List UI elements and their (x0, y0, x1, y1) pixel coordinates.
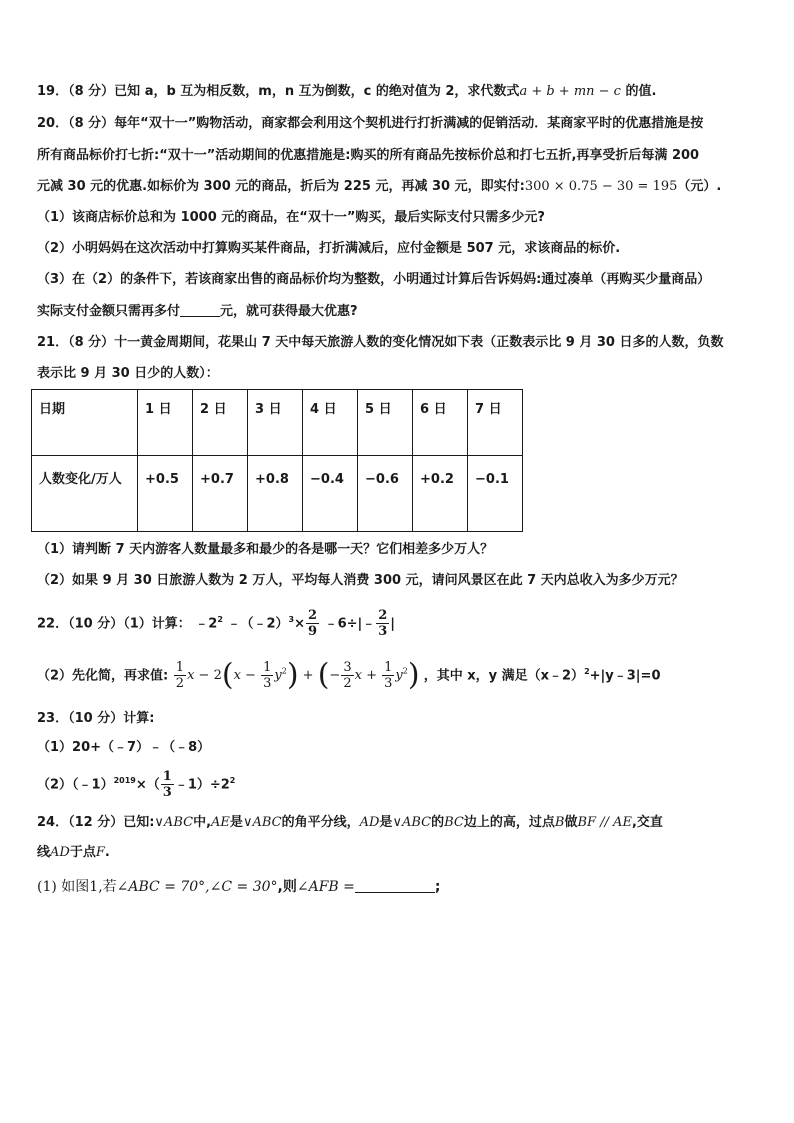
question-24-line2: 线AD于点F. (37, 845, 110, 860)
question-23-sub2: （2）（﹣1）$^{2019}$×（ $\frac{1}{3}$ $﹣1)\div 2^2$ (37, 769, 236, 801)
simplify-expression: $\frac{1}{2}$ x − 2(x − $\frac{1}{3}$ $y^2$) + (− $\frac{3}{2}$ x + $\frac{1}{3}$ $y^2$) (175, 657, 420, 693)
fraction: $\frac{1}{3}$ (162, 769, 172, 801)
table-cell-day: 2 日 (193, 390, 248, 456)
table-row (32, 390, 523, 456)
question-24-line1: 24．（12 分）已知:∨ABC中,AE是∨ABC的角平分线，AD是∨ABC的BC边上的高，过点B做BF // AE,交直 (37, 815, 663, 830)
table-cell-value: −0.4 (303, 456, 358, 532)
question-23-title: 23．（10 分）计算: (37, 711, 155, 726)
table-row-label: 人数变化/万人 (32, 456, 138, 532)
question-20-sub3-line1: （3）在（2）的条件下，若该商家出售的商品标价均为整数，小明通过计算后告诉妈妈:通过凑单（再购买少量商品） (37, 272, 711, 287)
question-20-line2: 所有商品标价打七折:“双十一”活动期间的优惠措施是:购买的所有商品先按标价总和打七五折,再享受折后每满 200 (37, 148, 700, 163)
fraction: $\frac{1}{3}$ (263, 660, 272, 692)
fraction: $\frac{2}{9}$ (307, 608, 318, 640)
table-cell-day: 1 日 (138, 390, 193, 456)
question-20-sub2: （2）小明妈妈在这次活动中打算购买某件商品，打折满减后，应付金额是 507 元，求该商品的标价. (37, 241, 621, 256)
table-cell-value: +0.7 (193, 456, 248, 532)
question-22-sub2: （2）先化简，再求值: $\frac{1}{2}$ x − 2(x − $\frac{1}{3}$ $y^2$) + (− $\frac{3}{2}$ x + $\frac{1}{3}$ $y^2$) ，其中 x，y 满足（x﹣2）$^2$+|y﹣3|=0 (37, 657, 661, 693)
question-20-sub1: （1）该商店标价总和为 1000 元的商品，在“双十一”购买，最后实际支付只需多少元? (37, 210, 545, 225)
question-20-line1: 20．（8 分）每年“双十一”购物活动，商家都会利用这个契机进行打折满减的促销活动．某商家平时的优惠措施是按 (37, 116, 704, 131)
question-21-sub1: （1）请判断 7 天内游客人数量最多和最少的各是哪一天？它们相差多少万人？ (37, 542, 494, 557)
table-cell-day: 3 日 (248, 390, 303, 456)
table-row (32, 456, 523, 532)
question-21-line2: 表示比 9 月 30 日少的人数）： (37, 366, 219, 381)
fraction: $\frac{3}{2}$ (343, 660, 352, 692)
fraction: $\frac{1}{2}$ (175, 660, 185, 692)
fraction: $\frac{1}{3}$ (384, 660, 393, 692)
question-21-line1: 21．（8 分）十一黄金周期间，花果山 7 天中每天旅游人数的变化情况如下表（正数表示比 9 月 30 日多的人数，负数 (37, 335, 724, 350)
question-21-sub2: （2）如果 9 月 30 日旅游人数为 2 万人，平均每人消费 300 元，请问风景区在此 7 天内总收入为多少万元？ (37, 573, 684, 588)
question-19: 19．（8 分）已知 a，b 互为相反数，m，n 互为倒数，c 的绝对值为 2，求代数式a + b + mn − c 的值. (37, 84, 657, 99)
answer-blank (180, 302, 220, 317)
question-20-sub3-line2: 实际支付金额只需再多付 元，就可获得最大优惠? (37, 304, 358, 319)
table-cell-value: +0.8 (248, 456, 303, 532)
table-cell-value: +0.5 (138, 456, 193, 532)
table-cell-day: 5 日 (358, 390, 413, 456)
table-cell-value: −0.1 (468, 456, 523, 532)
answer-blank (355, 878, 435, 893)
table-cell-day: 4 日 (303, 390, 358, 456)
table-cell-day: 6 日 (413, 390, 468, 456)
question-20-line3: 元减 30 元的优惠.如标价为 300 元的商品，折后为 225 元，再减 30 元，即实付:300 × 0.75 − 30 = 195（元）. (37, 179, 722, 194)
table-cell-value: −0.6 (358, 456, 413, 532)
question-24-sub1: (1) 如图1,若∠ABC = 70°,∠C = 30°,则∠AFB = ; (37, 879, 441, 895)
question-22-sub1: 22．（10 分）（1）计算： $﹣2^2$ ﹣（﹣2）$^3$× $\frac{2}{9}$ ﹣6÷|﹣ $\frac{2}{3}$ | (37, 608, 396, 640)
table-header-date: 日期 (32, 390, 138, 456)
tourist-change-table (31, 389, 523, 532)
fraction: $\frac{2}{3}$ (378, 608, 388, 640)
table-cell-value: +0.2 (413, 456, 468, 532)
table-cell-day: 7 日 (468, 390, 523, 456)
question-23-sub1: （1）20+（﹣7）﹣（﹣8） (37, 740, 211, 755)
